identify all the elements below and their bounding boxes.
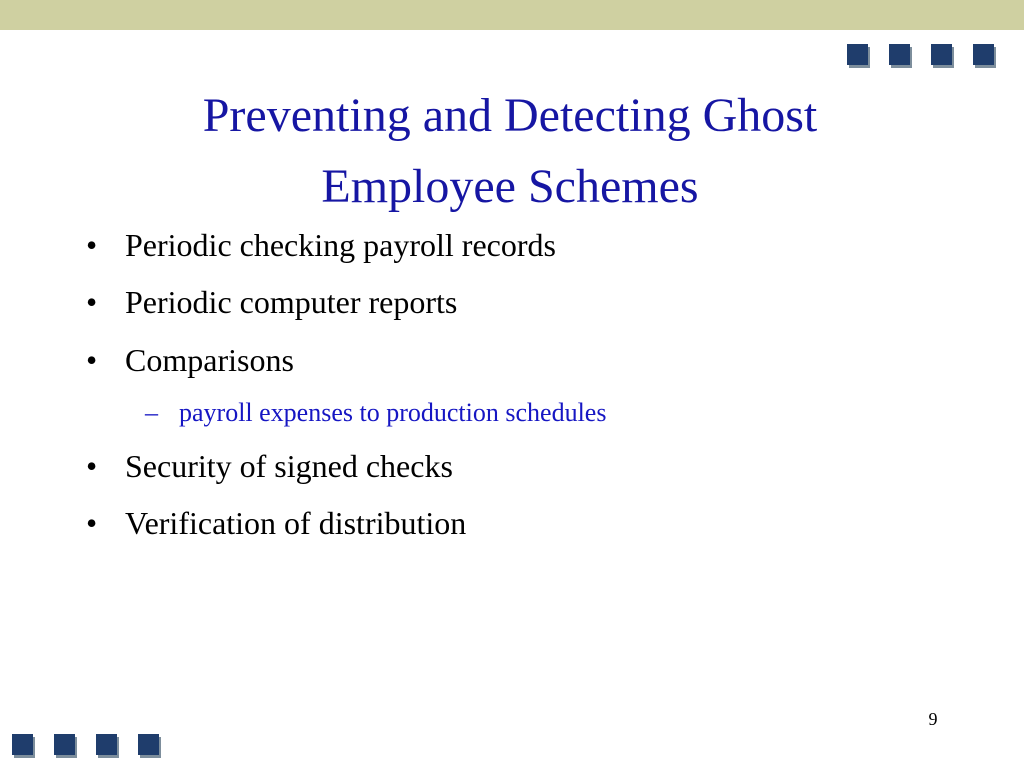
sub-bullet-item [145, 396, 606, 430]
bullet-marker: • [86, 227, 98, 263]
bullet-item [86, 340, 294, 380]
bullet-text: Periodic checking payroll records [125, 227, 556, 263]
slide-title-line-1: Preventing and Detecting Ghost [202, 89, 818, 142]
decorative-square [12, 734, 33, 755]
sub-bullet-text: payroll expenses to production schedules [179, 398, 607, 427]
bullet-item [86, 282, 457, 322]
bullet-text: Security of signed checks [125, 448, 453, 484]
page-number: 9 [928, 709, 938, 729]
bullet-item [86, 446, 453, 486]
bullet-item [86, 503, 466, 543]
bullet-item [86, 225, 556, 265]
bullet-marker: • [86, 505, 98, 541]
decorative-square [96, 734, 117, 755]
decorative-square [138, 734, 159, 755]
decorative-square [54, 734, 75, 755]
bullet-marker: • [86, 284, 98, 320]
bullet-marker: • [86, 448, 98, 484]
bullet-text: Periodic computer reports [125, 284, 458, 320]
sub-bullet-marker: – [145, 398, 158, 427]
bullet-text: Verification of distribution [125, 505, 467, 541]
bullet-text: Comparisons [125, 342, 294, 378]
slide-title-line-2: Employee Schemes [321, 160, 699, 213]
bottom-left-square-decoration [12, 734, 159, 755]
bullet-marker: • [86, 342, 98, 378]
